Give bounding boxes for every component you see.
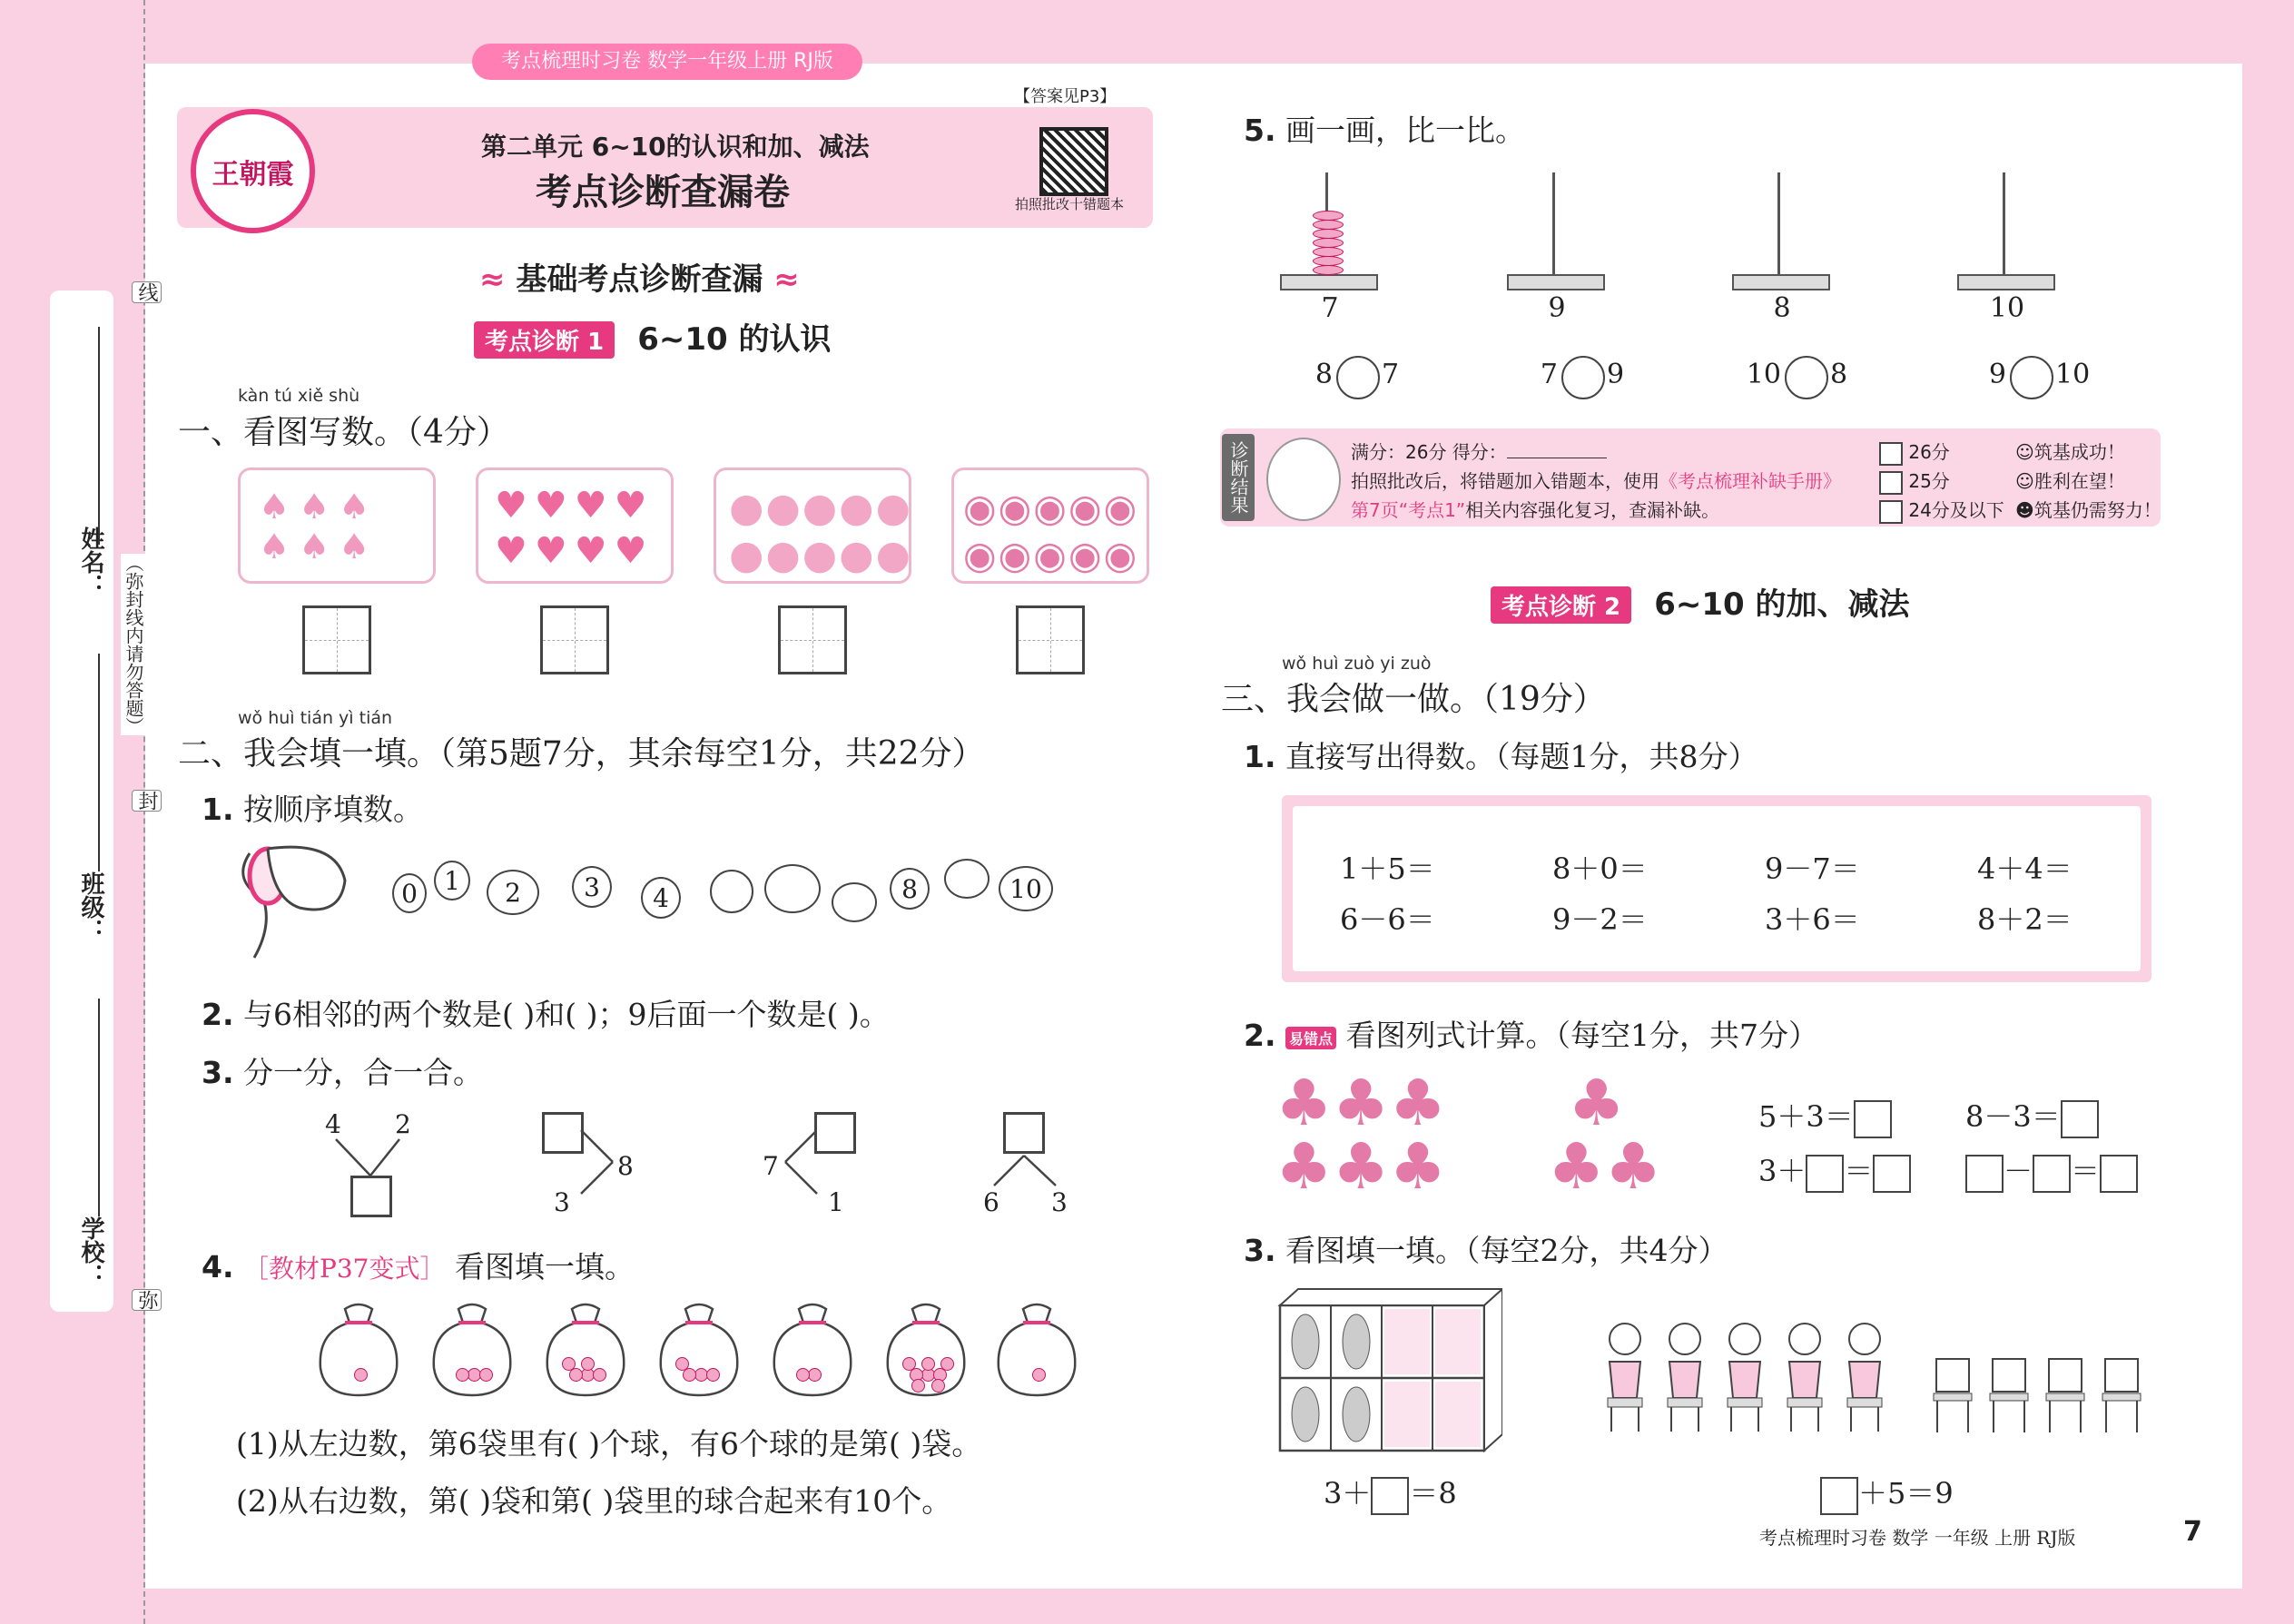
compare-right-value: 7 [1382,359,1400,390]
paper-title: 考点诊断查漏卷 [536,172,790,213]
smile-icon: ☻ [2015,499,2034,521]
child-figure [1602,1321,1648,1434]
ball [706,1368,720,1382]
ball-bag [991,1300,1082,1400]
sequence-blank[interactable] [764,864,821,913]
split1-answer-box[interactable] [350,1176,392,1217]
sequence-number: 3 [572,866,612,908]
strawberry-icons: ♥♥♥♥ ♥♥♥♥ [495,485,655,572]
sequence-number: 4 [641,877,681,919]
diag1-title: 6~10 的认识 [637,321,832,358]
q1-title: 一、看图写数。（4分） [178,414,509,451]
eq-chairs: ＋5＝9 [1820,1471,1954,1515]
sequence-number: 0 [392,873,427,913]
sequence-number: 10 [999,866,1053,911]
qr-caption: 拍照批改十错题本 [1015,196,1125,212]
smile-icon: ☺ [2015,470,2034,492]
ball [354,1368,368,1382]
chair [2044,1357,2086,1434]
abacus-base [1280,274,1378,290]
school-line [98,999,100,1216]
eq-c: 3＋ ＝ [1758,1148,1911,1193]
rating-checkbox[interactable] [1879,442,1903,466]
score-note-1: 拍照批改后，将错题加入错题本，使用《考点梳理补缺手册》 [1351,470,1841,492]
q3-2: 2. 易错点 看图列式计算。（每空1分，共7分） [1244,1018,1819,1053]
ball [479,1368,493,1382]
child-figure [1722,1321,1767,1434]
answer-box[interactable] [1854,1100,1892,1138]
split3-b: 1 [828,1187,844,1217]
ball [940,1357,954,1371]
logo [191,109,315,233]
child-figure [1662,1321,1708,1434]
diag1-tag: 考点诊断 1 [474,321,615,359]
wave-icon: ≈ [479,261,506,298]
q3-1: 1. 直接写出得数。（每题1分，共8分） [1244,739,1758,774]
split2-total: 8 [617,1151,634,1181]
seal-char: 封 [132,790,162,812]
seal-line [143,0,145,1624]
calc-expression: 8＋0＝ [1552,851,1648,886]
compare-right-value: 10 [2055,359,2091,390]
eq-a: 5＋3＝ [1758,1094,1892,1138]
calc-expression: 3＋6＝ [1765,902,1860,937]
compare-left-value: 8 [1314,359,1333,390]
oval-icons: ●●●●● ●●●●● [729,485,912,578]
chair [1988,1357,2030,1434]
ball-bag [427,1300,517,1400]
rating-3-msg: ☻筑基仍需努力！ [2015,499,2161,521]
split4-b: 3 [1051,1187,1068,1217]
ball [581,1357,595,1371]
calc-expression: 4＋4＝ [1977,851,2072,886]
sequence-number: 2 [487,870,539,915]
ball [456,1368,469,1382]
rating-2-msg: ☺胜利在望！ [2015,470,2125,492]
answer-box-3[interactable] [778,605,847,674]
ball [562,1357,576,1371]
compare-circle[interactable] [1785,356,1828,399]
answer-box[interactable] [2100,1155,2138,1193]
q2-4: 4. ［教材P37变式］ 看图填一填。 [202,1249,635,1284]
picture-card-ovals [714,468,911,584]
abacus-rod [1552,172,1555,274]
ball [675,1357,689,1371]
magnifier-icon [236,844,354,962]
abacus-base [1957,274,2055,290]
compare-circle[interactable] [1561,356,1605,399]
chair [2101,1357,2142,1434]
rating-checkbox[interactable] [1879,500,1903,524]
answer-box[interactable] [1965,1155,2004,1193]
name-label: 姓名： [77,527,104,597]
sequence-blank[interactable] [710,870,753,913]
answer-ref: 【答案见P3】 [1014,87,1117,106]
split4-a: 6 [983,1187,999,1217]
sequence-blank[interactable] [832,882,877,922]
split2-b: 3 [554,1187,570,1217]
q2-3: 3. 分一分，合一合。 [202,1055,483,1090]
child-figure [1842,1321,1887,1434]
cookie-icons: ◉◉◉◉◉ ◉◉◉◉◉ [963,486,1139,577]
avatar [1266,438,1341,521]
answer-box-1[interactable] [302,605,371,674]
page-number: 7 [2183,1516,2202,1548]
mushroom-icons: ♠♠♠ ♠♠♠ [259,487,379,566]
sequence-number: 8 [890,868,930,910]
compare-left-value: 7 [1540,359,1558,390]
q2-4-1: (1)从左边数，第6袋里有( )个球，有6个球的是第( )袋。 [236,1426,982,1462]
picture-card-cookies [951,468,1149,584]
calc-expression: 9－7＝ [1765,851,1860,886]
answer-box[interactable] [1873,1155,1911,1193]
split1-a: 4 [325,1109,341,1139]
q2-title: 二、我会填一填。（第5题7分，其余每空1分，共22分） [178,735,985,773]
rating-2[interactable]: 25分 [1879,467,1950,495]
ball [808,1368,822,1382]
qr-code[interactable] [1039,127,1108,196]
split1-b: 2 [395,1109,411,1139]
calc-expression: 9－2＝ [1552,902,1648,937]
picture-card-strawberries [476,468,674,584]
score-note-2: 第7页“考点1”相关内容强化复习，查漏补缺。 [1351,499,1720,521]
rating-1-msg: ☺筑基成功！ [2015,441,2125,463]
calc-expression: 8＋2＝ [1977,902,2072,937]
q3-3: 3. 看图填一填。（每空2分，共4分） [1244,1233,1728,1268]
class-line [98,654,100,871]
ball [1032,1368,1046,1382]
eq-b: 8－3＝ [1965,1094,2099,1138]
answer-box[interactable] [1820,1477,1858,1515]
ball [593,1368,606,1382]
abacus-bead [1313,265,1344,275]
answer-box-2[interactable] [540,605,609,674]
answer-box-4[interactable] [1016,605,1085,674]
abacus-rod [1777,172,1780,274]
ball-bag [767,1300,858,1400]
rating-1[interactable]: 26分 [1879,438,1950,466]
diag2-tag: 考点诊断 2 [1491,586,1631,624]
ball [902,1357,916,1371]
sequence-number: 1 [434,861,470,901]
split4-answer-box[interactable] [1003,1112,1045,1154]
score-full: 满分：26分 得分： [1351,438,1607,464]
abacus-label: 8 [1773,292,1791,324]
compare-right-value: 8 [1830,359,1848,390]
calc-panel [1282,795,2151,982]
abacus-base [1732,274,1830,290]
ball [921,1357,935,1371]
ball [931,1379,945,1393]
abacus-label: 9 [1548,292,1566,324]
top-pill: 考点梳理时习卷 数学一年级上册 RJ版 [472,44,862,80]
diag2-title: 6~10 的加、减法 [1654,586,1910,623]
pineapple-icons-left: ♣♣♣ ♣♣♣ [1275,1066,1447,1204]
q2-pinyin: wǒ huì tián yì tián [238,708,393,728]
ball [911,1379,925,1393]
q3-title: 三、我会做一做。（19分） [1221,681,1606,718]
q3-pinyin: wǒ huì zuò yi zuò [1282,654,1432,674]
q2-1: 1. 按顺序填数。 [202,792,423,827]
split3-answer-box[interactable] [814,1112,856,1154]
section-title: ≈ 基础考点诊断查漏 ≈ [479,261,800,298]
abacus-label: 7 [1321,292,1339,324]
name-line [98,327,100,545]
logo-text: 王朝霞 [212,158,294,191]
rating-3[interactable]: 24分及以下 [1879,496,2004,524]
abacus-label: 10 [1989,292,2025,324]
diag2-heading [1491,579,1910,624]
compare-circle[interactable] [2010,356,2053,399]
binding-strip [50,290,113,1312]
ball-bag [881,1300,971,1400]
q5: 5. 画一画，比一比。 [1244,113,1525,148]
answer-box[interactable] [1371,1477,1409,1515]
ball [796,1368,810,1382]
line-char: 线 [132,281,162,303]
unit-title: 第二单元 6~10的认识和加、减法 [481,132,870,162]
calc-expression: 6－6＝ [1340,902,1435,937]
q2-2: 2. 与6相邻的两个数是( )和( )；9后面一个数是( )。 [202,997,890,1032]
compare-circle[interactable] [1336,356,1380,399]
pineapple-icons-right: ♣ ♣♣ [1548,1066,1662,1204]
mi-char: 弥 [132,1289,162,1311]
class-label: 班级： [77,871,104,942]
abacus-base [1507,274,1605,290]
ball-bag [313,1300,404,1400]
diag1-heading [474,314,832,359]
chair [1932,1357,1974,1434]
compare-left-value: 10 [1746,359,1781,390]
calc-expression: 1＋5＝ [1340,851,1435,886]
q1-pinyin: kàn tú xiě shù [238,386,360,406]
school-label: 学校： [77,1216,104,1287]
split3-total: 7 [763,1151,779,1181]
answer-box[interactable] [2033,1155,2071,1193]
picture-card-mushrooms [238,468,436,584]
q2-4-2: (2)从右边数，第( )袋和第( )袋里的球合起来有10个。 [236,1483,952,1519]
smile-icon: ☺ [2015,441,2034,463]
footer-text: 考点梳理时习卷 数学 一年级 上册 RJ版 [1759,1527,2076,1549]
compare-left-value: 9 [1988,359,2006,390]
compare-right-value: 9 [1607,359,1625,390]
eq-shelf: 3＋ ＝8 [1324,1471,1457,1515]
answer-box[interactable] [2061,1100,2099,1138]
sequence-blank[interactable] [944,859,989,899]
ball-bag [654,1300,744,1400]
abacus-rod [2003,172,2005,274]
rating-checkbox[interactable] [1879,471,1903,495]
answer-box[interactable] [1806,1155,1844,1193]
eq-d: － ＝ [1965,1148,2138,1193]
child-figure [1782,1321,1827,1434]
ball-bag [540,1300,631,1400]
seal-note: （弥封线内请勿答题） [121,554,147,735]
diagnosis-side-label: 诊断结果 [1222,434,1255,521]
wave-icon: ≈ [773,261,800,298]
shelf-diagram [1275,1287,1502,1455]
